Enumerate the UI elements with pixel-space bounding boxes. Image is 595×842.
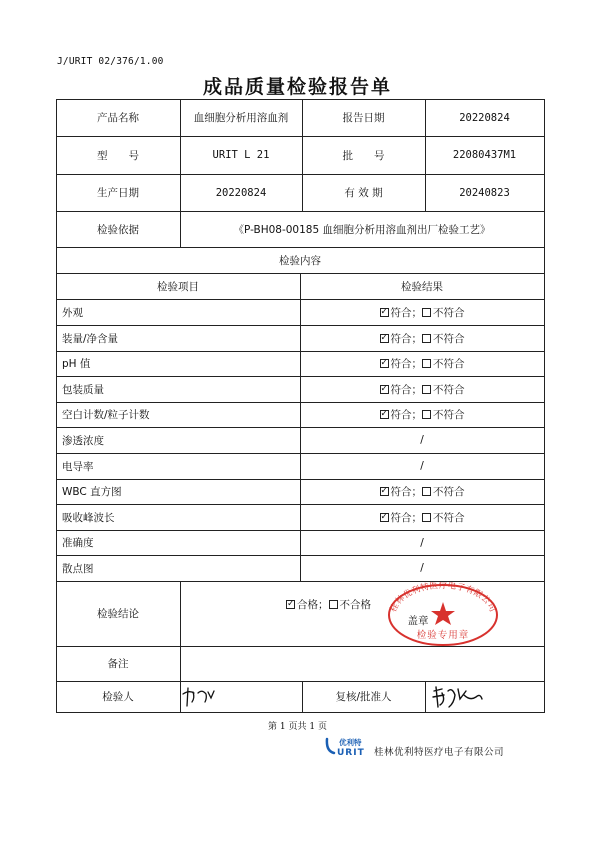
nonconform-option [422,510,465,525]
basis-label: 检验依据 [97,223,139,236]
conform-option [380,382,423,397]
empty-box-icon [422,487,431,496]
item-result [300,479,544,504]
item-name: 吸收峰波长 [62,511,115,524]
expiry-value: 20240823 [459,186,510,199]
seal-text-bottom: 检验专用章 [416,630,470,641]
column-result-header: 检验结果 [401,280,443,293]
expiry-label: 有 效 期 [344,187,383,199]
content-label: 检验内容 [279,254,321,267]
item-result [300,325,544,351]
report-title: 成品质量检验报告单 [202,76,392,98]
logo-text-cn: 优利特 [339,738,362,747]
conform-option [380,484,423,499]
conform-label: 符合； [390,332,422,345]
pass-option [286,597,329,612]
nonconform-option [422,407,465,422]
basis-value: 《P-BH08-00185 血细胞分析用溶血剂出厂检验工艺》 [233,223,491,236]
logo-text-en: URIT [337,748,365,757]
conform-label: 符合； [390,511,422,524]
remarks-label: 备注 [107,658,129,670]
page-footer: 第 1 页共 1 页 [268,722,327,732]
report-date-value: 20220824 [459,111,510,124]
nonconform-label: 不符合 [433,332,465,345]
item-result: / [420,460,424,472]
production-date-label: 生产日期 [97,187,139,199]
checked-box-icon [380,487,389,496]
company-name: 桂林优利特医疗电子有限公司 [374,747,505,758]
inspector-label: 检验人 [102,691,134,703]
inspector-signature [180,684,220,710]
conform-label: 符合； [390,383,422,396]
item-name: 电导率 [62,460,94,473]
empty-box-icon [422,359,431,368]
seal-text-top: 桂林优利特医疗电子有限公司 [388,582,498,614]
item-name: 外观 [62,306,83,319]
checked-box-icon [286,600,295,609]
document-number: J/URIT 02/376/1.00 [57,56,164,67]
conclusion-label: 检验结论 [97,608,139,620]
nonconform-label: 不符合 [433,486,465,498]
nonconform-option [422,305,465,320]
empty-box-icon [422,513,431,522]
empty-box-icon [422,308,431,317]
conform-label: 符合； [390,486,422,498]
empty-box-icon [422,410,431,419]
nonconform-label: 不符合 [433,358,465,370]
item-name: 准确度 [62,537,94,549]
item-name: 装量/净含量 [62,332,119,345]
checked-box-icon [380,359,389,368]
nonconform-label: 不符合 [433,383,465,396]
reviewer-signature [430,683,485,711]
checked-box-icon [380,308,389,317]
item-result: / [420,536,424,549]
item-result: / [420,562,424,574]
item-result [300,504,544,530]
item-name: 空白计数/粒子计数 [62,409,150,421]
empty-box-icon [422,385,431,394]
checked-box-icon [380,513,389,522]
production-date-value: 20220824 [215,186,267,199]
item-result: / [420,434,424,446]
checked-box-icon [380,385,389,394]
seal-star-icon [431,602,455,625]
checked-box-icon [380,410,389,419]
conform-option [380,407,423,422]
item-result [300,299,544,325]
nonconform-option [422,356,465,371]
nonconform-label: 不符合 [433,409,465,421]
conform-option [380,305,423,320]
item-name: 散点图 [62,562,94,575]
batch-value: 22080437M1 [452,149,517,161]
pass-label: 合格； [297,598,329,611]
empty-box-icon [422,334,431,343]
conform-label: 符合； [390,409,422,421]
conform-label: 符合； [390,358,422,370]
product-name-label: 产品名称 [97,112,139,124]
company-logo [325,737,371,761]
empty-box-icon [329,600,338,609]
conform-option [380,510,423,525]
product-name-value: 血细胞分析用溶血剂 [193,112,289,124]
item-result [300,351,544,376]
batch-label: 批 号 [342,149,385,162]
nonconform-option [422,484,465,499]
model-value: URIT L 21 [212,149,270,161]
inspection-seal [385,582,501,646]
nonconform-option [422,382,465,397]
model-label: 型 号 [97,149,139,162]
column-item-header: 检验项目 [157,280,199,293]
checked-box-icon [380,334,389,343]
item-name: 渗透浓度 [62,434,104,447]
conform-label: 符合； [390,306,422,319]
nonconform-label: 不符合 [433,511,465,524]
report-date-label: 报告日期 [342,112,385,124]
conform-option [380,331,423,346]
item-result [300,376,544,402]
reviewer-label: 复核/批准人 [335,691,392,703]
item-name: pH 值 [62,358,91,370]
conclusion-result [286,596,386,612]
fail-label: 不合格 [339,598,371,611]
item-name: 包装质量 [62,383,104,396]
fail-option [329,597,372,612]
stamp-overlay-text: 盖章 [407,614,429,627]
nonconform-option [422,331,465,346]
item-result [300,402,544,427]
nonconform-label: 不符合 [433,306,465,319]
conform-option [380,356,423,371]
item-name: WBC 直方图 [62,486,122,498]
